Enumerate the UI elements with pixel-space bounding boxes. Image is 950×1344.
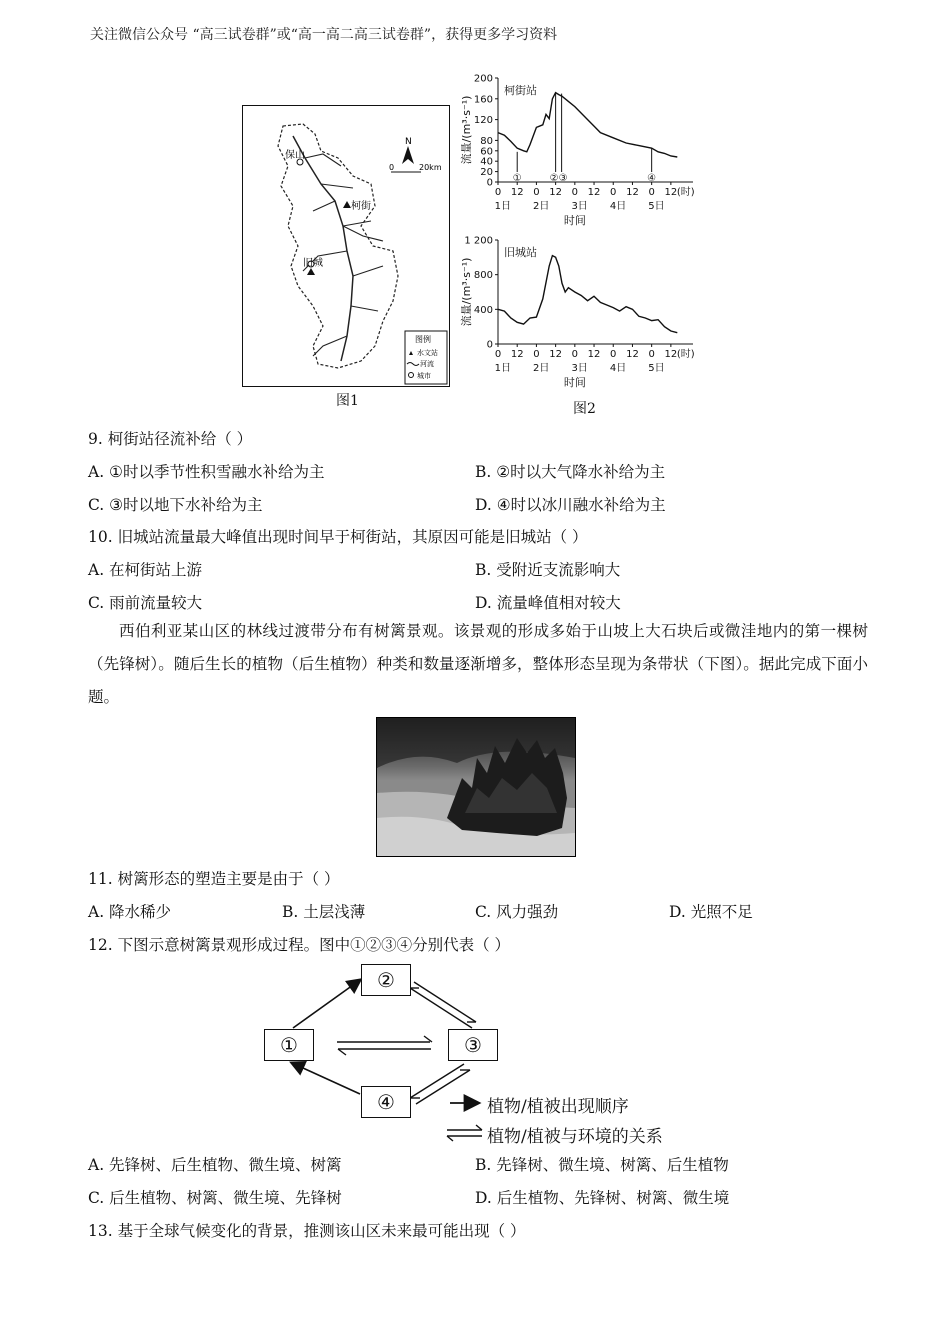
chart2-xtick-label: 12 [626, 349, 639, 360]
chart2-ytick-label: 1 200 [464, 235, 493, 247]
q10-option-d[interactable]: D. 流量峰值相对较大 [475, 594, 621, 612]
chart1-ytick-label: 160 [473, 94, 493, 106]
q9-option-d[interactable]: D. ④时以冰川融水补给为主 [475, 496, 666, 514]
legend-river: 河流 [420, 360, 434, 368]
chart1-xtick-label: 0 [648, 187, 655, 198]
chart1-day-label: 4日 [609, 201, 627, 212]
legend-relation-text: 植物/植被与环境的关系 [487, 1127, 663, 1147]
chart1-ytick-label: 80 [480, 135, 493, 147]
legend-title: 图例 [415, 335, 431, 344]
relation-arrow-1-3 [337, 1036, 432, 1055]
q13-stem: 13. 基于全球气候变化的背景，推测该山区未来最可能出现（ ） [88, 1222, 526, 1240]
label-kejie: 柯街 [351, 201, 371, 212]
relation-arrow-2-3 [410, 982, 476, 1028]
label-baoshan: 保山 [285, 150, 305, 161]
chart1-ylabel: 流量/(m³·s⁻¹) [460, 95, 473, 165]
chart2-xtick-label: 0 [494, 349, 502, 360]
chart1-ytick-label: 40 [480, 156, 493, 168]
figure2-caption: 图2 [573, 401, 596, 417]
legend-station: 水文站 [417, 349, 438, 357]
diagram-box-2: ② [361, 964, 411, 996]
reading-passage: 西伯利亚某山区的林线过渡带分布有树篱景观。该景观的形成多始于山坡上大石块后或微洼地内的第一棵树（先锋树）。随后生长的植物（后生植物）种类和数量逐渐增多，整体形态呈现为条带状（下图）。据此完成下面小题。 [88, 622, 868, 706]
chart1-xtick-label: 0 [494, 187, 502, 198]
q10-option-c[interactable]: C. 雨前流量较大 [88, 594, 203, 612]
chart1-day-label: 2日 [533, 201, 550, 212]
chart1-marker-label: ②③ [549, 173, 568, 184]
chart2-title: 旧城站 [504, 246, 537, 259]
q9-option-b[interactable]: B. ②时以大气降水补给为主 [475, 463, 666, 481]
chart1-xtick-label: 12 [587, 187, 601, 198]
chart2-x-unit: (时) [676, 349, 695, 360]
chart1-xtick-label: 12 [626, 187, 639, 198]
chart2-day-label: 4日 [609, 363, 627, 374]
chart2-xlabel: 时间 [563, 376, 586, 389]
chart1-x-unit: (时) [676, 187, 695, 198]
chart2-day-label: 5日 [648, 363, 665, 374]
diagram-box-3: ③ [448, 1029, 498, 1061]
relation-arrow-4-3 [410, 1064, 470, 1104]
chart1-ytick-label: 0 [486, 177, 493, 189]
q12-option-b[interactable]: B. 先锋树、微生境、树篱、后生植物 [475, 1156, 729, 1174]
chart2-ytick-label: 800 [473, 270, 493, 282]
legend-city: 城市 [417, 372, 431, 380]
q9-option-c[interactable]: C. ③时以地下水补给为主 [88, 496, 263, 514]
q10-option-a[interactable]: A. 在柯街站上游 [88, 561, 203, 579]
chart2-xtick-label: 12 [510, 349, 524, 360]
chart1-ytick-label: 60 [480, 146, 493, 158]
scale-zero: 0 [389, 163, 395, 172]
arrow-1-to-2 [293, 980, 360, 1028]
arrow-4-to-1 [292, 1063, 360, 1094]
diagram-box-1: ① [264, 1029, 314, 1061]
q9-option-a[interactable]: A. ①时以季节性积雪融水补给为主 [88, 463, 325, 481]
chart2-xtick-label: 12 [587, 349, 601, 360]
north-label: N [405, 137, 412, 147]
figure1-caption: 图1 [336, 393, 359, 409]
chart2-xtick-label: 12 [664, 349, 678, 360]
q12-stem: 12. 下图示意树篱景观形成过程。图中①②③④分别代表（ ） [88, 936, 511, 954]
q11-option-b[interactable]: B. 土层浅薄 [282, 903, 366, 921]
chart2-day-label: 1日 [494, 363, 511, 374]
chart1-xtick-label: 0 [533, 187, 540, 198]
q9-stem: 9. 柯街站径流补给（ ） [88, 430, 253, 448]
chart1-xtick-label: 12 [664, 187, 678, 198]
chart1-xtick-label: 0 [610, 187, 617, 198]
label-jiucheng: 旧城 [303, 258, 323, 269]
chart2-day-label: 2日 [533, 363, 550, 374]
chart2-xtick-label: 0 [648, 349, 655, 360]
q12-option-c[interactable]: C. 后生植物、树篱、微生境、先锋树 [88, 1189, 342, 1207]
q11-option-c[interactable]: C. 风力强劲 [475, 903, 559, 921]
q10-stem: 10. 旧城站流量最大峰值出现时间早于柯街站，其原因可能是旧城站（ ） [88, 528, 588, 546]
chart2-xtick-label: 0 [571, 349, 579, 360]
chart2-xtick-label: 0 [533, 349, 540, 360]
chart2-ytick-label: 400 [473, 304, 493, 316]
diagram-box-4: ④ [361, 1086, 411, 1118]
chart2-xtick-label: 0 [610, 349, 617, 360]
chart2-ylabel: 流量/(m³·s⁻¹) [460, 257, 473, 327]
chart1-marker-label: ④ [647, 173, 657, 184]
chart1-day-label: 3日 [571, 201, 588, 212]
chart1-title: 柯街站 [504, 84, 537, 97]
page-header: 关注微信公众号 “高三试卷群”或“高一高二高三试卷群”，获得更多学习资料 [90, 27, 558, 43]
chart1-ytick-label: 200 [473, 73, 493, 85]
chart2-ytick-label: 0 [486, 339, 493, 351]
chart1-marker-label: ① [512, 173, 522, 184]
chart2-xtick-label: 12 [549, 349, 562, 360]
chart1-xtick-label: 12 [549, 187, 562, 198]
chart1-day-label: 1日 [494, 201, 511, 212]
q11-option-a[interactable]: A. 降水稀少 [88, 903, 172, 921]
chart1-xlabel: 时间 [563, 214, 586, 227]
scale-label: 20km [419, 163, 442, 172]
q11-option-d[interactable]: D. 光照不足 [669, 903, 753, 921]
q10-option-b[interactable]: B. 受附近支流影响大 [475, 561, 621, 579]
chart1-xtick-label: 12 [510, 187, 524, 198]
chart1-xtick-label: 0 [571, 187, 579, 198]
legend-relation-arrow-icon [447, 1125, 482, 1141]
q11-stem: 11. 树篱形态的塑造主要是由于（ ） [88, 870, 340, 888]
chart1-ytick-label: 20 [480, 167, 493, 179]
q12-option-d[interactable]: D. 后生植物、先锋树、树篱、微生境 [475, 1189, 730, 1207]
chart2-day-label: 3日 [571, 363, 588, 374]
q12-option-a[interactable]: A. 先锋树、后生植物、微生境、树篱 [88, 1156, 342, 1174]
legend-order-text: 植物/植被出现顺序 [487, 1097, 629, 1117]
chart1-day-label: 5日 [648, 201, 665, 212]
chart1-ytick-label: 120 [473, 115, 493, 127]
